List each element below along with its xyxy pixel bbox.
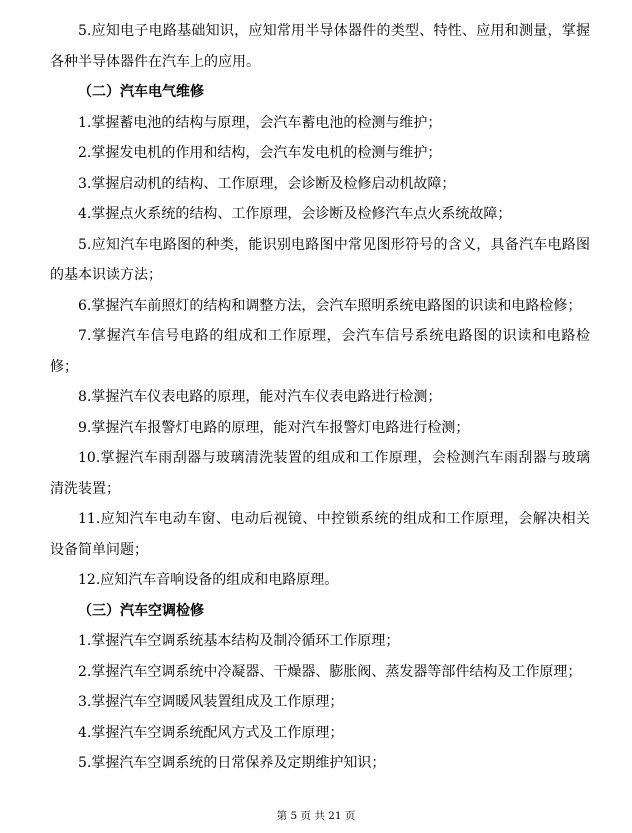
- paragraph: 4.掌握点火系统的结构、工作原理，会诊断及检修汽车点火系统故障；: [78, 206, 512, 222]
- document-body: [50, 16, 590, 779]
- paragraph: 7.掌握汽车信号电路的组成和工作原理，会汽车信号系统电路图的识读和电路检修；: [50, 328, 590, 375]
- paragraph: 6.掌握汽车前照灯的结构和调整方法，会汽车照明系统电路图的识读和电路检修；: [78, 297, 582, 314]
- paragraph: 2.掌握发电机的作用和结构，会汽车发电机的检测与维护；: [78, 145, 442, 161]
- paragraph: 4.掌握汽车空调系统配风方式及工作原理；: [78, 724, 344, 741]
- paragraph: 9.掌握汽车报警灯电路的原理，能对汽车报警灯电路进行检测；: [78, 419, 470, 436]
- paragraph: 2.掌握汽车空调系统中冷凝器、干燥器、膨胀阀、蒸发器等部件结构及工作原理；: [78, 663, 582, 680]
- paragraph: 12.应知汽车音响设备的组成和电路原理。: [78, 572, 339, 588]
- paragraph: 3.掌握汽车空调暖风装置组成及工作原理；: [78, 694, 344, 710]
- paragraph: 5.应知汽车电路图的种类，能识别电路图中常见图形符号的含义，具备汽车电路图的基本识读方法；: [50, 236, 590, 283]
- section-heading: （二）汽车电气维修: [78, 84, 204, 100]
- paragraph: 3.掌握启动机的结构、工作原理，会诊断及检修启动机故障；: [78, 175, 456, 192]
- paragraph: 10.掌握汽车雨刮器与玻璃清洗装置的组成和工作原理，会检测汽车雨刮器与玻璃清洗装置；: [50, 450, 590, 497]
- page-footer: 第 5 页 共 21 页: [276, 810, 356, 822]
- paragraph: 5.掌握汽车空调系统的日常保养及定期维护知识；: [78, 755, 386, 771]
- paragraph: 5.应知电子电路基础知识，应知常用半导体器件的类型、特性、应用和测量，掌握各种半导体器件在汽车上的应用。: [50, 23, 590, 70]
- section-heading: （三）汽车空调检修: [78, 602, 204, 619]
- paragraph: 8.掌握汽车仪表电路的原理，能对汽车仪表电路进行检测；: [78, 389, 442, 405]
- paragraph: 1.掌握汽车空调系统基本结构及制冷循环工作原理；: [78, 633, 400, 649]
- paragraph: 1.掌握蓄电池的结构与原理，会汽车蓄电池的检测与维护；: [78, 114, 442, 131]
- paragraph: 11.应知汽车电动车窗、电动后视镜、中控锁系统的组成和工作原理，会解决相关设备简单问题；: [50, 511, 590, 558]
